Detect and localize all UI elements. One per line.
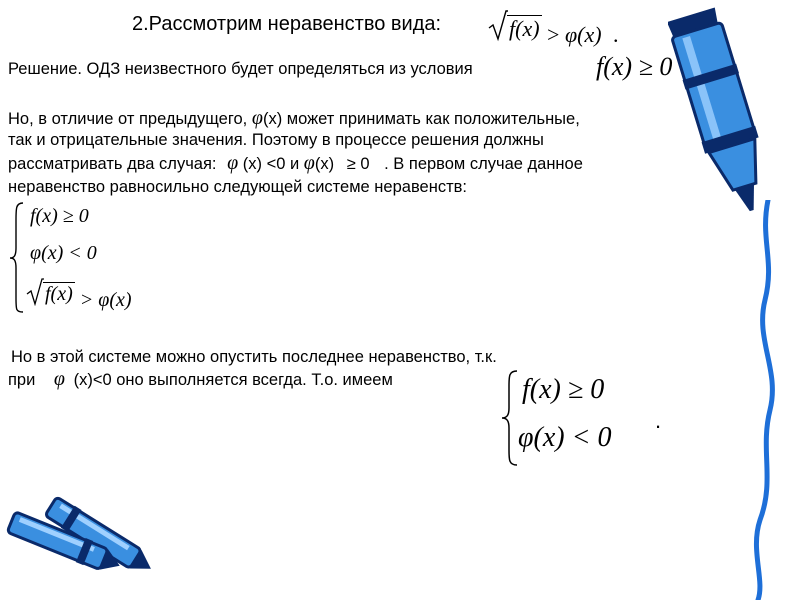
domain-sentence: Решение. ОДЗ неизвестного будет определяться из условия bbox=[8, 60, 473, 78]
system-of-inequalities-1 bbox=[8, 200, 188, 315]
ge-zero: ≥ 0 bbox=[346, 155, 370, 173]
system-of-inequalities-2 bbox=[500, 368, 680, 468]
para1-line3 bbox=[8, 153, 583, 175]
system1-row3 bbox=[26, 278, 132, 312]
row3-rest: > φ(x) bbox=[79, 289, 132, 311]
para1-line4: неравенство равносильно следующей системе неравенств: bbox=[8, 178, 467, 196]
squiggle-line bbox=[720, 200, 800, 600]
text-span: . В первом случае данное bbox=[384, 155, 583, 173]
system2-row1: f(x) ≥ 0 bbox=[522, 374, 605, 405]
para1-line1 bbox=[8, 108, 580, 130]
text-span: (x) bbox=[314, 155, 335, 173]
curly-brace-icon bbox=[8, 200, 26, 315]
para1-line2: так и отрицательные значения. Поэтому в процессе решения должны bbox=[8, 131, 544, 149]
slide-title bbox=[132, 13, 441, 36]
system2-row2: φ(x) < 0 bbox=[518, 422, 612, 453]
radicand: f(x) bbox=[509, 16, 540, 41]
phi-symbol: φ bbox=[53, 368, 65, 390]
period: . bbox=[613, 22, 619, 47]
gt-operator: > bbox=[547, 22, 560, 47]
text-span: рассматривать два случая: bbox=[8, 155, 217, 173]
sqrt-expression bbox=[488, 10, 542, 42]
text-span: Но, в отличие от предыдущего, bbox=[8, 110, 248, 128]
sqrt-expression bbox=[26, 278, 75, 306]
system1-row1: f(x) ≥ 0 bbox=[30, 205, 89, 227]
para2-line1: Но в этой системе можно опустить последнее неравенство, т.к. bbox=[11, 348, 497, 366]
phi-expression: φ(x) bbox=[564, 22, 602, 47]
text-span: при bbox=[8, 371, 36, 389]
radical-sign-icon bbox=[26, 278, 44, 306]
title-text: 2.Рассмотрим неравенство вида: bbox=[132, 13, 442, 35]
title-formula bbox=[488, 10, 619, 48]
text-span: (x)<0 оно выполняется всегда. Т.о. имеем bbox=[73, 371, 393, 389]
para2-line2 bbox=[8, 369, 393, 391]
domain-condition: f(x) ≥ 0 bbox=[596, 52, 673, 81]
text-span: (x) <0 и bbox=[242, 155, 300, 173]
radical-sign-icon bbox=[488, 10, 508, 42]
radicand: f(x) bbox=[45, 283, 73, 305]
curly-brace-icon bbox=[500, 368, 520, 468]
phi-symbol: φ bbox=[251, 107, 263, 129]
text-span: (x) может принимать как положительные, bbox=[262, 110, 580, 128]
phi-symbol: φ bbox=[227, 152, 239, 174]
phi-symbol: φ bbox=[303, 152, 315, 174]
system1-row2: φ(x) < 0 bbox=[30, 242, 97, 264]
crayons-icon bbox=[0, 480, 160, 590]
system2-period: . bbox=[655, 408, 662, 433]
